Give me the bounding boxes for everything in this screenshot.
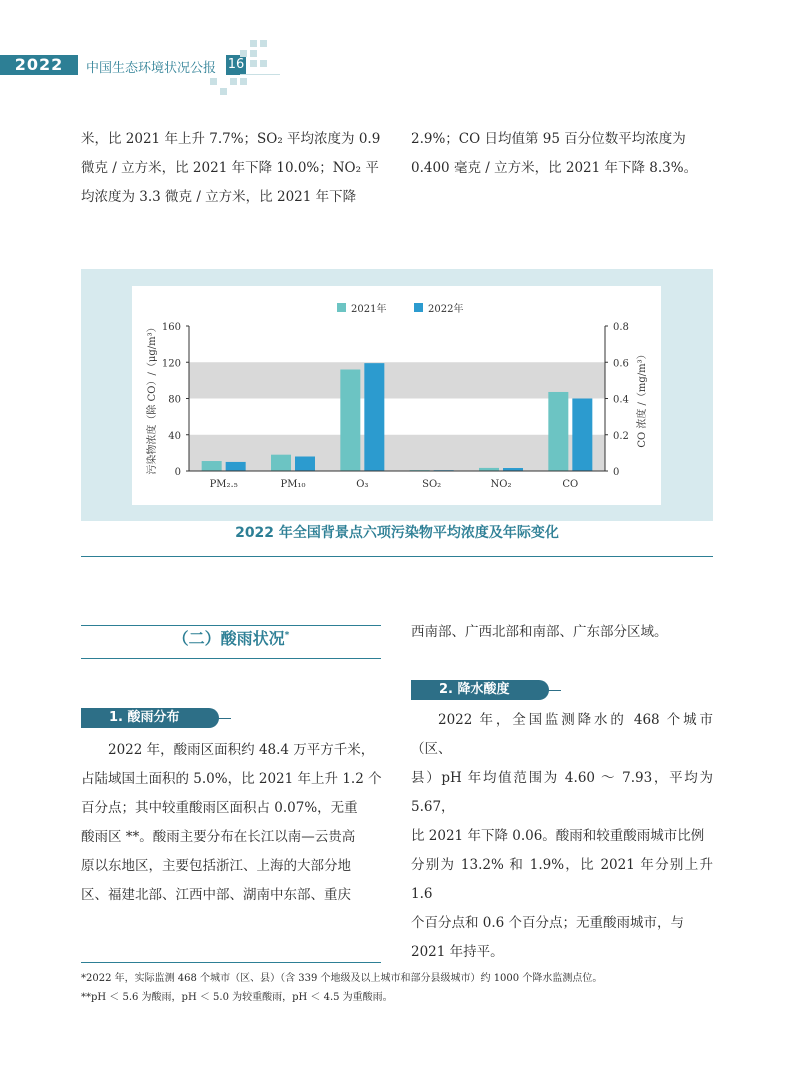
text-line: 2021 年持平。 xyxy=(411,944,504,960)
y2-tick-label: 0.4 xyxy=(613,394,629,406)
subheading-precipitation-acidity: 2. 降水酸度 xyxy=(411,680,549,700)
text-line: 县）pH 年均值范围为 4.60 ～ 7.93，平均为 5.67， xyxy=(411,770,713,815)
legend-swatch xyxy=(337,303,346,312)
text-line: 比 2021 年下降 0.06。酸雨和较重酸雨城市比例 xyxy=(411,828,705,844)
chart-band xyxy=(189,435,605,471)
x-tick-label: SO₂ xyxy=(422,479,442,490)
y2-tick-label: 0.8 xyxy=(613,322,629,333)
footnote-2: **pH ＜ 5.6 为酸雨，pH ＜ 5.0 为较重酸雨，pH ＜ 4.5 为重酸雨。 xyxy=(81,992,393,1003)
pollutant-bar-chart xyxy=(132,286,661,505)
precipitation-acidity-text xyxy=(411,706,713,967)
text-line: 2022 年，酸雨区面积约 48.4 万平方千米， xyxy=(108,742,375,758)
y-tick-label: 120 xyxy=(161,358,181,370)
text-line: 米，比 2021 年上升 7.7%；SO₂ 平均浓度为 0.9 xyxy=(81,131,381,147)
figure-caption: 2022 年全国背景点六项污染物平均浓度及年际变化 xyxy=(81,522,713,557)
text-line: 微克 / 立方米，比 2021 年下降 10.0%；NO₂ 平 xyxy=(81,160,379,176)
text-line: 均浓度为 3.3 微克 / 立方米，比 2021 年下降 xyxy=(81,189,357,205)
y-tick-label: 80 xyxy=(168,394,181,406)
text-line: 百分点；其中较重酸雨区面积占 0.07%，无重 xyxy=(81,800,358,816)
bar-PM10-2022年 xyxy=(295,457,315,472)
legend-label: 2021年 xyxy=(351,304,387,315)
text-line: 2.9%；CO 日均值第 95 百分位数平均浓度为 xyxy=(411,131,686,147)
text-line: 区、福建北部、江西中部、湖南中东部、重庆 xyxy=(81,887,351,903)
y2-axis-title: CO 浓度 /（mg/m³） xyxy=(637,349,648,448)
y-tick-label: 160 xyxy=(161,322,181,333)
section-title xyxy=(81,625,381,659)
text-line: 占陆域国土面积的 5.0%，比 2021 年上升 1.2 个 xyxy=(81,771,382,787)
header-year: 2022 xyxy=(14,55,64,74)
text-line: 西南部、广西北部和南部、广东部分区域。 xyxy=(411,624,668,640)
x-tick-label: CO xyxy=(562,479,579,490)
y-tick-label: 0 xyxy=(174,467,181,478)
bar-PM2.5-2022年 xyxy=(226,462,246,471)
text-line: 个百分点和 0.6 个百分点；无重酸雨城市，与 xyxy=(411,915,685,931)
footnote-1: *2022 年，实际监测 468 个城市（区、县）（含 339 个地级及以上城市和部分县级城市）约 1000 个降水监测点位。 xyxy=(81,973,603,984)
x-tick-label: PM₁₀ xyxy=(280,479,306,490)
subheading-acid-rain-distribution: 1. 酸雨分布 xyxy=(81,708,219,728)
acid-rain-distribution-text xyxy=(81,736,383,910)
top-right-column xyxy=(411,125,713,183)
text-line: 2022 年，全国监测降水的 468 个城市（区、 xyxy=(411,712,713,757)
section-title-mark: * xyxy=(284,630,290,641)
top-left-column xyxy=(81,125,383,212)
header-title: 中国生态环境状况公报 xyxy=(86,61,217,76)
text-line: 酸雨区 **。酸雨主要分布在长江以南—云贵高 xyxy=(81,829,356,845)
footnote-rule xyxy=(81,962,381,963)
text-line: 原以东地区，主要包括浙江、上海的大部分地 xyxy=(81,858,351,874)
x-tick-label: PM₂.₅ xyxy=(209,479,238,490)
legend-swatch xyxy=(414,303,423,312)
bar-O3-2022年 xyxy=(364,363,384,471)
bar-CO-2021年 xyxy=(548,392,568,471)
y2-tick-label: 0.2 xyxy=(613,430,629,442)
chart-band xyxy=(189,362,605,398)
bar-CO-2022年 xyxy=(572,399,592,472)
bar-PM10-2021年 xyxy=(271,455,291,471)
right-column-continuation xyxy=(411,618,713,647)
x-tick-label: NO₂ xyxy=(490,479,512,490)
y-tick-label: 40 xyxy=(168,430,181,442)
bar-O3-2021年 xyxy=(340,370,360,472)
page-number: 16 xyxy=(226,55,246,75)
y2-tick-label: 0 xyxy=(613,467,620,478)
text-line: 分别为 13.2% 和 1.9%，比 2021 年分别上升 1.6 xyxy=(411,857,713,902)
text-line: 0.400 毫克 / 立方米，比 2021 年下降 8.3%。 xyxy=(411,160,698,176)
section-title-text: （二）酸雨状况 xyxy=(172,629,285,648)
y2-tick-label: 0.6 xyxy=(613,358,629,370)
x-tick-label: O₃ xyxy=(356,479,369,490)
y-axis-title: 污染物浓度（除 CO）/（μg/m³） xyxy=(147,322,158,475)
bar-PM2.5-2021年 xyxy=(202,461,222,471)
legend-label: 2022年 xyxy=(428,304,464,315)
